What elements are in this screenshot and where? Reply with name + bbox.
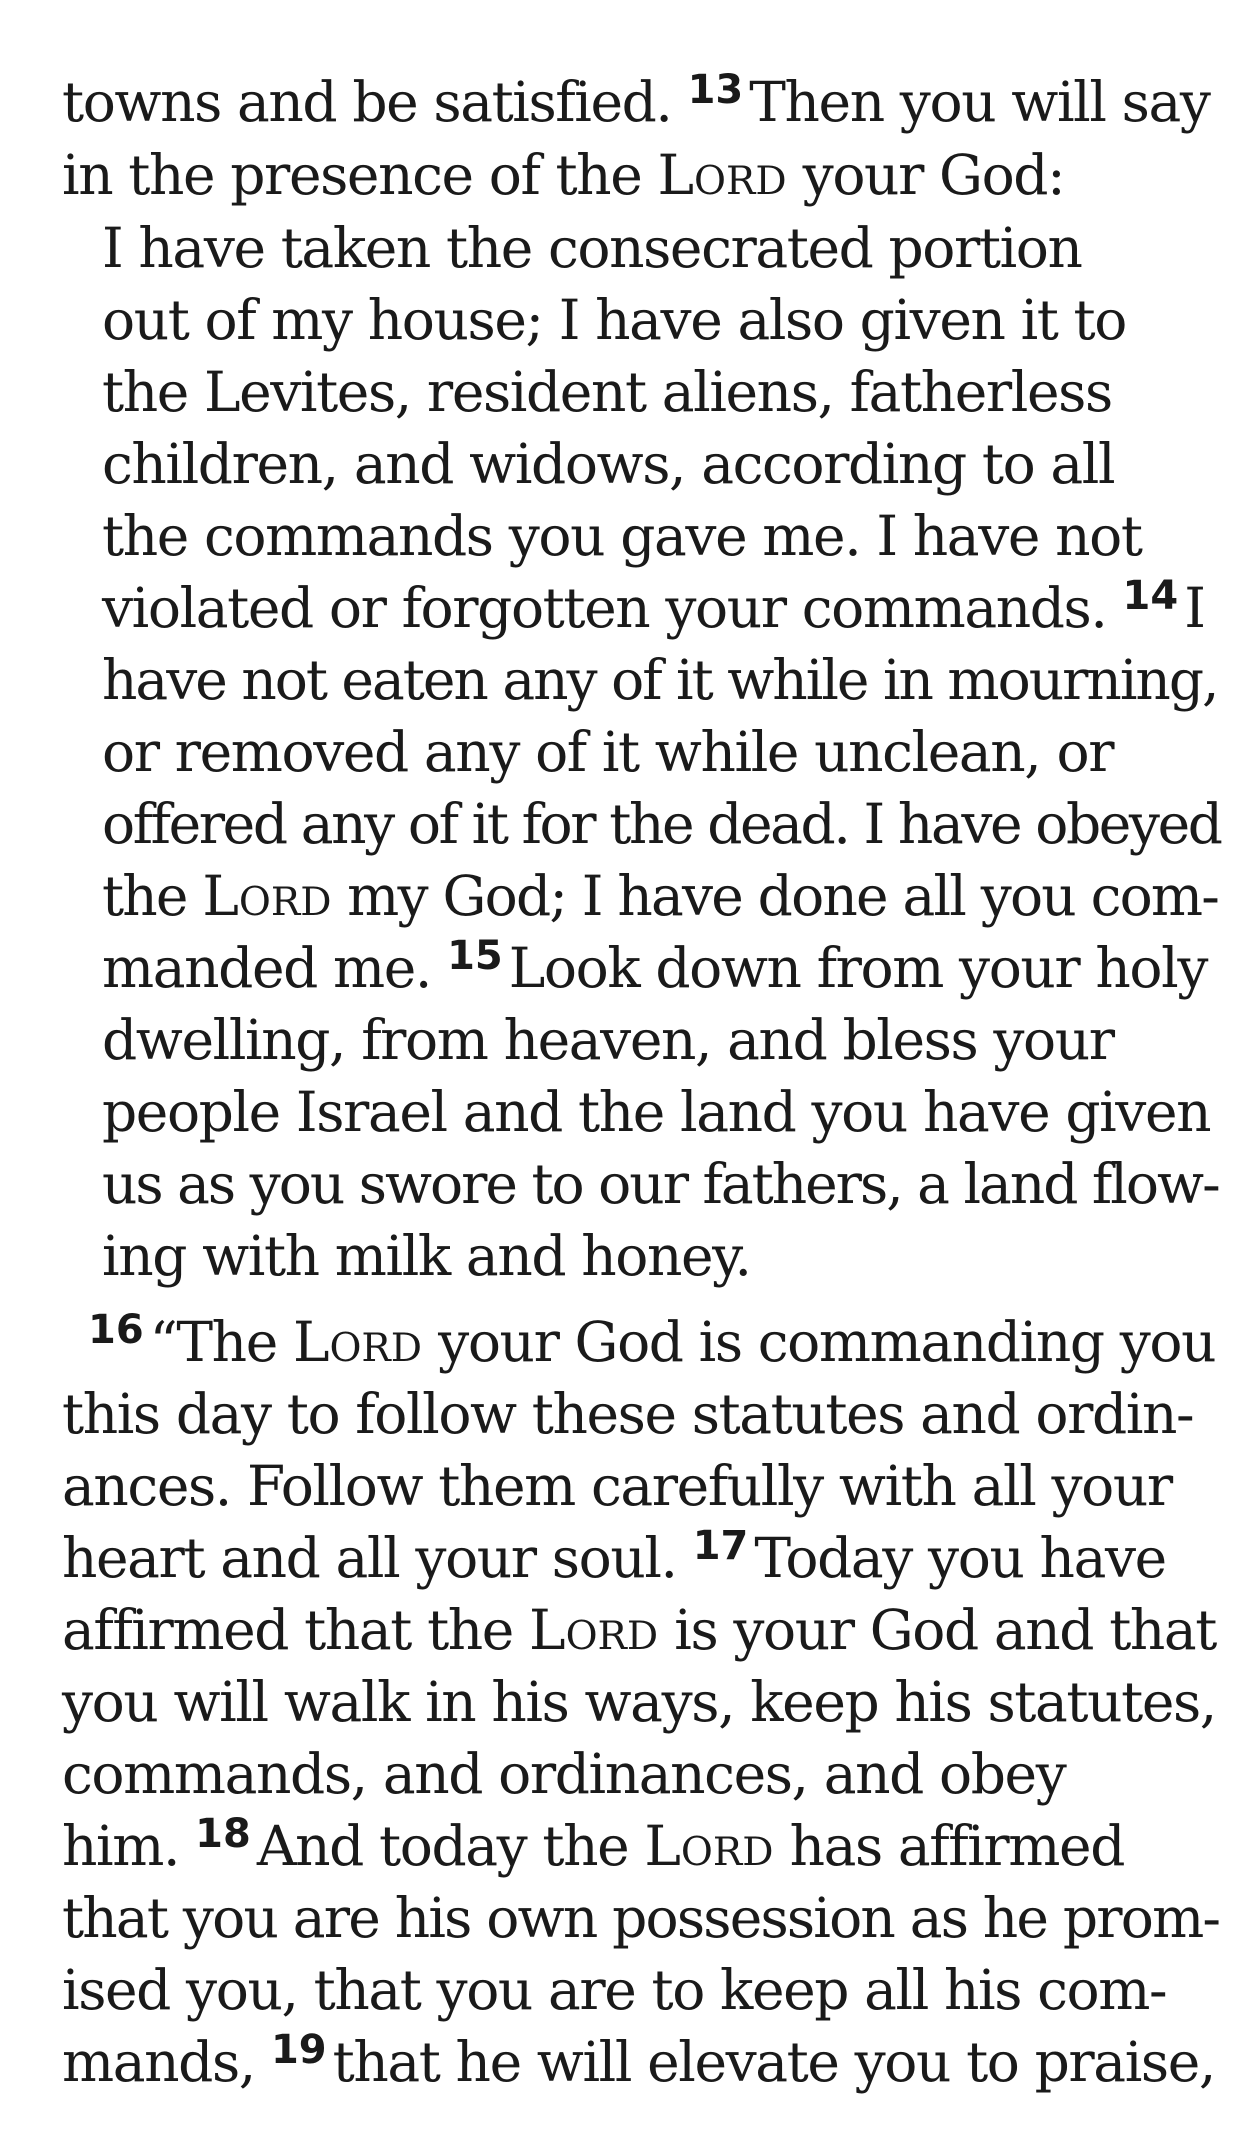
divine-name: Lord xyxy=(202,864,332,928)
text-line: that you are his own possession as he prom- xyxy=(62,1886,1220,1950)
text-line: ised you, that you are to keep all his com- xyxy=(62,1958,1167,2022)
text-span: violated or forgotten your commands. xyxy=(102,576,1123,640)
text-line: the commands you gave me. I have not xyxy=(102,504,1142,568)
text-line xyxy=(102,864,1219,928)
text-line: or removed any of it while unclean, or xyxy=(102,720,1114,784)
text-line: ing with milk and honey. xyxy=(102,1224,751,1288)
text-span: “The xyxy=(149,1310,293,1374)
text-line xyxy=(88,1307,1216,1374)
text-span: Then you will say xyxy=(749,70,1210,134)
text-line: the Levites, resident aliens, fatherless xyxy=(102,360,1112,424)
text-line: offered any of it for the dead. I have obeyed xyxy=(102,792,1221,856)
text-line xyxy=(102,573,1205,640)
verse-number: 16 xyxy=(88,1307,144,1353)
divine-name: Lord xyxy=(657,143,787,207)
divine-name: Lord xyxy=(644,1814,774,1878)
text-span: towns and be satisfied. xyxy=(62,70,688,134)
text-span: your God: xyxy=(786,143,1065,207)
text-line: you will walk in his ways, keep his statutes, xyxy=(62,1670,1216,1734)
text-line: have not eaten any of it while in mourning, xyxy=(102,648,1218,712)
text-line xyxy=(102,933,1208,1000)
text-line: dwelling, from heaven, and bless your xyxy=(102,1008,1114,1072)
text-line: this day to follow these statutes and ordin- xyxy=(62,1382,1194,1446)
verse-number: 14 xyxy=(1122,573,1179,619)
divine-name: Lord xyxy=(529,1598,659,1662)
text-line: out of my house; I have also given it to xyxy=(102,288,1126,352)
text-line: people Israel and the land you have given xyxy=(102,1080,1211,1144)
verse-number: 19 xyxy=(270,2027,327,2073)
text-span: has affirmed xyxy=(773,1814,1125,1878)
text-span: Today you have xyxy=(754,1526,1166,1590)
text-line: us as you swore to our fathers, a land flow- xyxy=(102,1152,1219,1216)
verse-number: 17 xyxy=(692,1523,749,1569)
text-line xyxy=(62,1523,1166,1590)
text-line: commands, and ordinances, and obey xyxy=(62,1742,1066,1806)
text-span: affirmed that the xyxy=(62,1598,530,1662)
text-span: mands, xyxy=(62,2030,271,2094)
text-line xyxy=(62,1811,1125,1878)
text-span: the xyxy=(102,864,203,928)
text-span: is your God and that xyxy=(658,1598,1217,1662)
text-span: my God; I have done all you com- xyxy=(331,864,1219,928)
text-line: I have taken the consecrated portion xyxy=(102,216,1082,280)
verse-number: 18 xyxy=(195,1811,251,1857)
text-line: ances. Follow them carefully with all your xyxy=(62,1454,1172,1518)
text-line xyxy=(62,2027,1215,2094)
text-span: manded me. xyxy=(102,936,448,1000)
text-span: in the presence of the xyxy=(62,143,658,207)
text-line xyxy=(62,1598,1217,1662)
divine-name: Lord xyxy=(292,1310,423,1374)
text-line xyxy=(62,143,1065,207)
text-span: heart and all your soul. xyxy=(62,1526,693,1590)
text-span: Look down from your holy xyxy=(508,936,1208,1000)
text-span: And today the xyxy=(256,1814,645,1878)
verse-number: 13 xyxy=(687,67,744,113)
verse-number: 15 xyxy=(447,933,503,979)
text-line xyxy=(62,67,1210,134)
text-span: your God is commanding you xyxy=(422,1310,1216,1374)
text-span: him. xyxy=(62,1814,196,1878)
text-line: children, and widows, according to all xyxy=(102,432,1115,496)
text-span: I xyxy=(1184,576,1205,640)
text-span: that he will elevate you to praise, xyxy=(332,2030,1215,2094)
